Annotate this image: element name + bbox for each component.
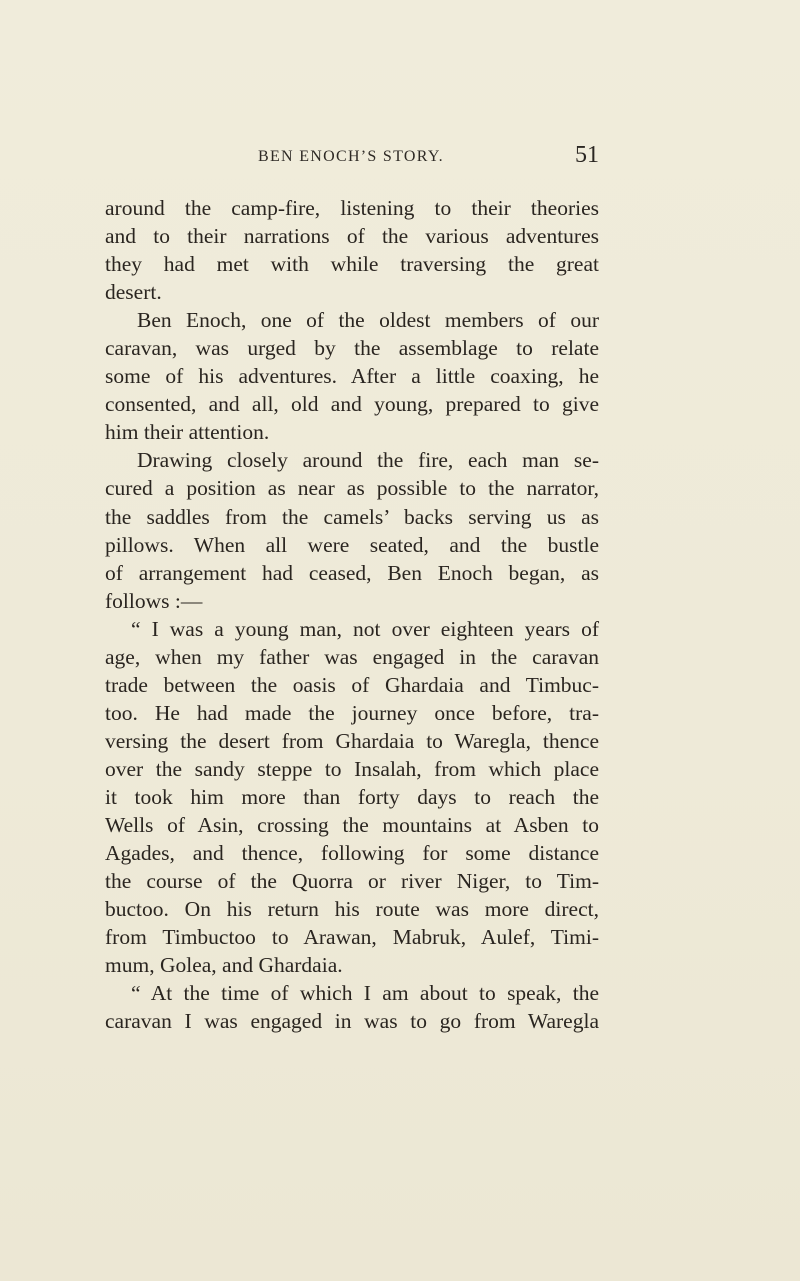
- text-line: from Timbuctoo to Arawan, Mabruk, Aulef, Timi-: [105, 925, 599, 950]
- text-line: mum, Golea, and Ghardaia.: [105, 953, 343, 978]
- text-line: versing the desert from Ghardaia to Waregla, thence: [105, 728, 599, 753]
- text-line: desert.: [105, 280, 162, 305]
- text-line: Drawing closely around the fire, each man se-: [137, 448, 599, 473]
- body-text: [105, 194, 599, 1035]
- text-line: age, when my father was engaged in the caravan: [105, 644, 599, 669]
- text-line: caravan I was engaged in was to go from Waregla: [105, 1009, 599, 1034]
- text-line: buctoo. On his return his route was more direct,: [105, 897, 599, 922]
- text-line: Ben Enoch, one of the oldest members of our: [137, 308, 599, 333]
- text-line: “ I was a young man, not over eighteen years of: [131, 616, 599, 641]
- text-line: too. He had made the journey once before, tra-: [105, 700, 599, 725]
- text-line: “ At the time of which I am about to speak, the: [131, 981, 599, 1006]
- text-line: the saddles from the camels’ backs serving us as: [105, 504, 599, 529]
- text-line: pillows. When all were seated, and the bustle: [105, 532, 599, 557]
- text-line: Wells of Asin, crossing the mountains at Asben to: [105, 813, 599, 838]
- text-line: over the sandy steppe to Insalah, from which place: [105, 756, 599, 781]
- running-head: [105, 142, 599, 176]
- text-line: follows :—: [105, 588, 203, 613]
- text-line: and to their narrations of the various adventures: [105, 224, 599, 249]
- text-line: Agades, and thence, following for some distance: [105, 841, 599, 866]
- text-line: trade between the oasis of Ghardaia and Timbuc-: [105, 672, 599, 697]
- text-line: of arrangement had ceased, Ben Enoch began, as: [105, 560, 599, 585]
- text-line: consented, and all, old and young, prepared to give: [105, 392, 599, 417]
- text-line: they had met with while traversing the great: [105, 252, 599, 277]
- text-line: cured a position as near as possible to the narrator,: [105, 476, 599, 501]
- running-title: BEN ENOCH’S STORY.: [258, 148, 444, 165]
- page-number: 51: [575, 142, 599, 168]
- text-line: him their attention.: [105, 420, 270, 445]
- text-line: the course of the Quorra or river Niger, to Tim-: [105, 869, 599, 894]
- text-line: some of his adventures. After a little coaxing, he: [105, 364, 599, 389]
- text-line: caravan, was urged by the assemblage to relate: [105, 336, 599, 361]
- text-line: around the camp-fire, listening to their theories: [105, 196, 599, 220]
- text-line: it took him more than forty days to reach the: [105, 784, 599, 809]
